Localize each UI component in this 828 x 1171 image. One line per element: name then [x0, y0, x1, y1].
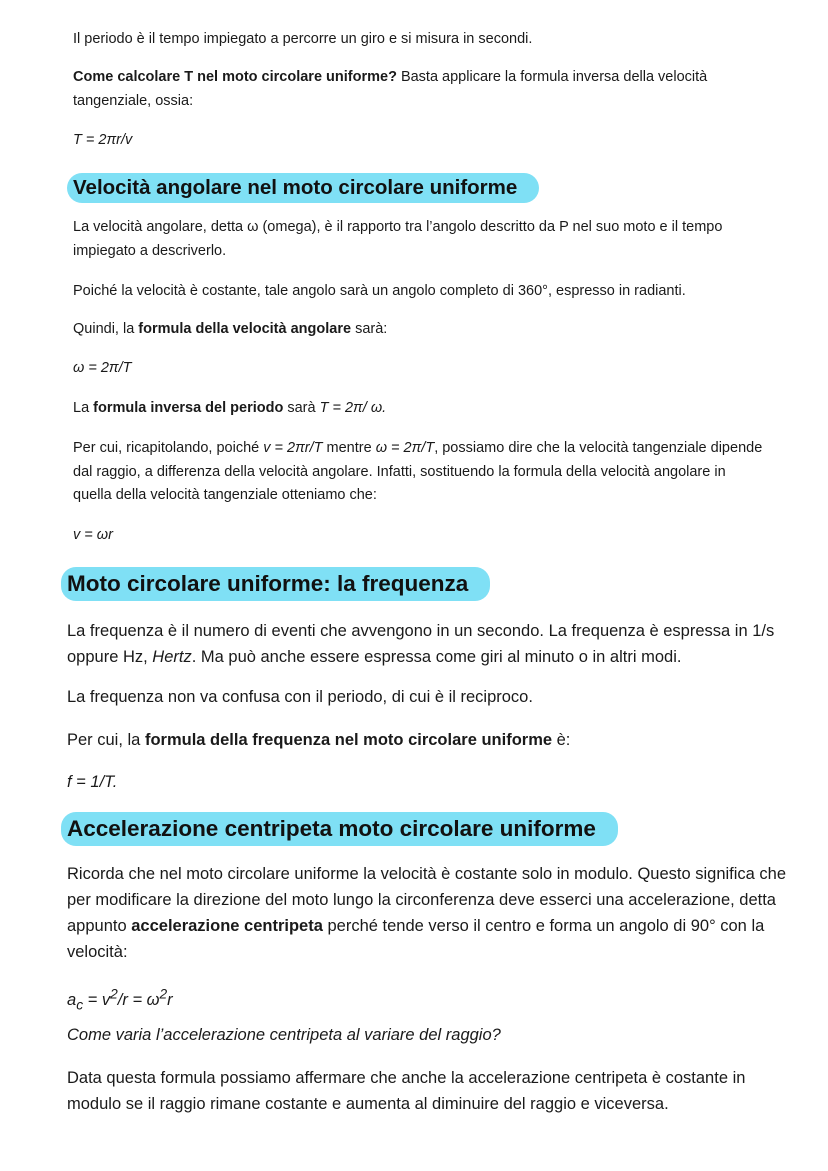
paragraph-how-calc-period: Come calcolare T nel moto circolare uniforme? Basta applicare la formula inversa della velocità tangenziale, ossia: [73, 69, 708, 109]
paragraph-angular-velocity-def: La velocità angolare, detta ω (omega), è il rapporto tra l’angolo descritto da P nel suo moto e il tempo impiegato a descriverlo. [73, 219, 723, 259]
question-bold: Come calcolare T nel moto circolare uniforme? [73, 69, 397, 85]
paragraph-centripetal-def: Ricorda che nel moto circolare uniforme la velocità è costante solo in modulo. Questo significa che per modificare la direzione del moto lungo la circonferenza deve esserci una accelerazione, detta appunto accelerazione centripeta perché tende verso il centro e forma un angolo di 90° con la velocità: [67, 865, 787, 961]
paragraph-recap: Per cui, ricapitolando, poiché v = 2πr/T mentre ω = 2π/T, possiamo dire che la velocità tangenziale dipende dal raggio, a differenza della velocità angolare. Infatti, sostituendo la formula della velocità angolare in quella della velocità tangenziale otteniamo che: [73, 440, 763, 503]
paragraph-inverse-period: La formula inversa del periodo sarà T = 2π/ ω. [73, 400, 387, 416]
formula-tangential-velocity: v = ωr [73, 527, 113, 543]
paragraph-frequency-formula-intro: Per cui, la formula della frequenza nel moto circolare uniforme è: [67, 731, 571, 749]
formula-angular-velocity: ω = 2π/T [73, 360, 132, 376]
formula-frequency: f = 1/T. [67, 773, 118, 791]
formula-centripetal-acceleration: $a_c = v^2/r = \omega^2r$ [67, 986, 173, 1012]
paragraph-angular-formula-intro: Quindi, la formula della velocità angolare sarà: [73, 321, 388, 337]
heading-centripetal-acceleration: Accelerazione centripeta moto circolare uniforme [61, 812, 618, 846]
paragraph-frequency-vs-period: La frequenza non va confusa con il periodo, di cui è il reciproco. [67, 688, 533, 706]
heading-angular-velocity: Velocità angolare nel moto circolare uniforme [67, 173, 539, 203]
heading-frequency: Moto circolare uniforme: la frequenza [61, 567, 490, 601]
paragraph-period-definition: Il periodo è il tempo impiegato a percorre un giro e si misura in secondi. [73, 31, 533, 47]
question-centripetal-radius: Come varia l’accelerazione centripeta al variare del raggio? [67, 1026, 501, 1044]
formula-period: T = 2πr/v [73, 132, 133, 148]
paragraph-frequency-def: La frequenza è il numero di eventi che avvengono in un secondo. La frequenza è espressa in 1/s oppure Hz, Hertz. Ma può anche essere espressa come giri al minuto o in altri modi. [67, 622, 775, 666]
paragraph-constant-angle: Poiché la velocità è costante, tale angolo sarà un angolo completo di 360°, espresso in radianti. [73, 283, 686, 299]
paragraph-centripetal-conclusion: Data questa formula possiamo affermare che anche la accelerazione centripeta è costante in modulo se il raggio rimane costante e aumenta al diminuire del raggio e viceversa. [67, 1069, 746, 1113]
